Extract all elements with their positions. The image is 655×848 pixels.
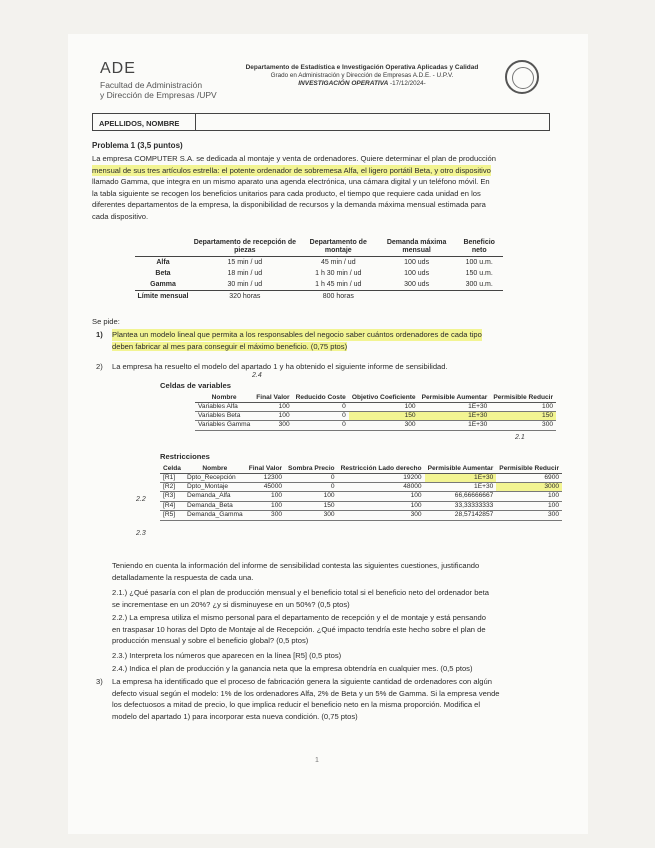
variables-section-title: Celdas de variables	[160, 381, 231, 390]
question-1: Plantea un modelo lineal que permita a los responsables del negocio saber cuántos ordenadores de cada tipo deben fabricar al mes para conseguir el máximo beneficio. (0,75 ptos)	[112, 330, 482, 351]
document-header: Departamento de Estadística e Investigación Operativa Aplicadas y Calidad Grado en Administración y Dirección de Empresas A.D.E. - U.P.V. INVESTIGACIÓN OPERATIVA -17/12/2024-	[245, 64, 479, 87]
ade-logo: ADE	[100, 60, 136, 77]
question-3: La empresa ha identificado que el proceso de fabricación genera la siguiente cantidad de ordenadores con algún defecto visual según el modelo: 1% de los ordenadores Alfa, 2% de Beta y un 5% de Gamma. Si la empresa vende los defectuosos a mitad de precio, lo que implica reducir el beneficio neto en la misma proporción. Modifica el modelo del apartado 1) para incorporar esta nueva condición. (0,75 ptos)	[112, 677, 500, 721]
name-field[interactable]: APELLIDOS, NOMBRE	[92, 113, 550, 131]
table-row: [R4] Demanda_Beta 100 150 100 33,33333333 100	[160, 501, 562, 510]
handwritten-note: 2.2	[136, 496, 146, 503]
table-row: Variables Alfa 100 0 100 1E+30 100	[195, 402, 556, 411]
page-number: 1	[315, 757, 319, 764]
handwritten-note: 2.4	[252, 372, 262, 379]
table-row: [R3] Demanda_Alfa 100 100 100 66,66666667 100	[160, 492, 562, 501]
handwritten-note: 2.1	[515, 434, 525, 441]
question-2-2: 2.2.) La empresa utiliza el mismo personal para el departamento de recepción y el de montaje y está pensando en traspasar 10 horas del Dpto de Montaje al de Recepción. ¿Qué impacto tendría este hecho sobre el plan de producción mensual y sobre el beneficio global? (0,5 ptos)	[112, 613, 486, 646]
problem-intro: La empresa COMPUTER S.A. se dedicada al montaje y venta de ordenadores. Quiere determinar el plan de producción mensual de sus tres artículos estrella: el potente ordenador de sobremesa Alfa, el ligero portátil Beta, y otro dispositivo llamado Gamma, que integra en un mismo aparato una agenda electrónica, una cámara digital y un teléfono móvil. En la tabla siguiente se recogen los beneficios unitarios para cada producto, el tiempo que requiere cada unidad en los diferentes departamentos de la empresa, la disponibilidad de recursos y la demanda máxima mensual estimada para cada dispositivo.	[92, 154, 496, 221]
university-seal-icon	[505, 60, 539, 94]
constraints-table: Celda Nombre Final Valor Sombra Precio Restricción Lado derecho Permisible Aumentar Permisible Reducir [R1] Dpto_Recepción 12300 0 19200 1E+30 6900 [R2] Dpto_Montaje 45000 0 48000 1E+30 3000 [R3] Demanda_Alfa 100 100 100 66,66666667 100 [R4] Demanda_Beta 100 150 100 33,33333333 100 [R5] Demanda_Gamma 300 300 300 28,57142857 300	[160, 465, 562, 521]
data-table: Departamento de recepción de piezas Departamento de montaje Demanda máxima mensual Beneficio neto Alfa 15 min / ud 45 min / ud 100 uds 100 u.m. Beta 18 min / ud 1 h 30 min / ud 100 uds 150 u.m. Gamma 30 min / ud 1 h 45 min / ud 300 uds 300 u.m. Límite mensual 320 horas 800 horas	[135, 238, 503, 302]
question-2-3: 2.3.) Interpreta los números que aparecen en la línea [R5] (0,5 ptos)	[112, 651, 342, 660]
problem-title: Problema 1 (3,5 puntos)	[92, 141, 183, 150]
constraints-section-title: Restricciones	[160, 452, 210, 461]
table-row: [R1] Dpto_Recepción 12300 0 19200 1E+30 6900	[160, 473, 562, 482]
question-2: La empresa ha resuelto el modelo del apartado 1 y ha obtenido el siguiente informe de sensibilidad.	[112, 362, 448, 371]
table-row: Variables Beta 100 0 150 1E+30 150	[195, 411, 556, 420]
se-pide-label: Se pide:	[92, 317, 120, 326]
sensitivity-intro: Teniendo en cuenta la información del informe de sensibilidad contesta las siguientes cuestiones, justificando detalladamente la respuesta de cada una.	[112, 561, 480, 582]
table-row: [R2] Dpto_Montaje 45000 0 48000 1E+30 3000	[160, 482, 562, 491]
variables-table: Nombre Final Valor Reducido Coste Objetivo Coeficiente Permisible Aumentar Permisible Reducir Variables Alfa 100 0 100 1E+30 100 Variables Beta 100 0 150 1E+30 150 Variables Gamma 300 0 300 1E+30 300	[195, 394, 556, 431]
table-row: [R5] Demanda_Gamma 300 300 300 28,57142857 300	[160, 511, 562, 520]
table-row: Variables Gamma 300 0 300 1E+30 300	[195, 421, 556, 430]
question-2-1: 2.1.) ¿Qué pasaría con el plan de producción mensual y el beneficio total si el beneficio neto del ordenador beta se incrementase en un 20%? ¿y si disminuyese en un 50%? (0,5 ptos)	[112, 588, 489, 609]
table-row: Gamma 30 min / ud 1 h 45 min / ud 300 uds 300 u.m.	[150, 281, 493, 288]
table-row: Límite mensual 320 horas 800 horas	[135, 291, 503, 303]
handwritten-note: 2.3	[136, 530, 146, 537]
faculty-name: Facultad de Administración y Dirección de Empresas /UPV	[100, 80, 217, 100]
table-row: Beta 18 min / ud 1 h 30 min / ud 100 uds 150 u.m.	[155, 270, 493, 277]
table-row: Alfa 15 min / ud 45 min / ud 100 uds 100 u.m.	[156, 259, 493, 266]
question-2-4: 2.4.) Indica el plan de producción y la ganancia neta que la empresa obtendría en cualquier mes. (0,5 ptos)	[112, 664, 473, 673]
